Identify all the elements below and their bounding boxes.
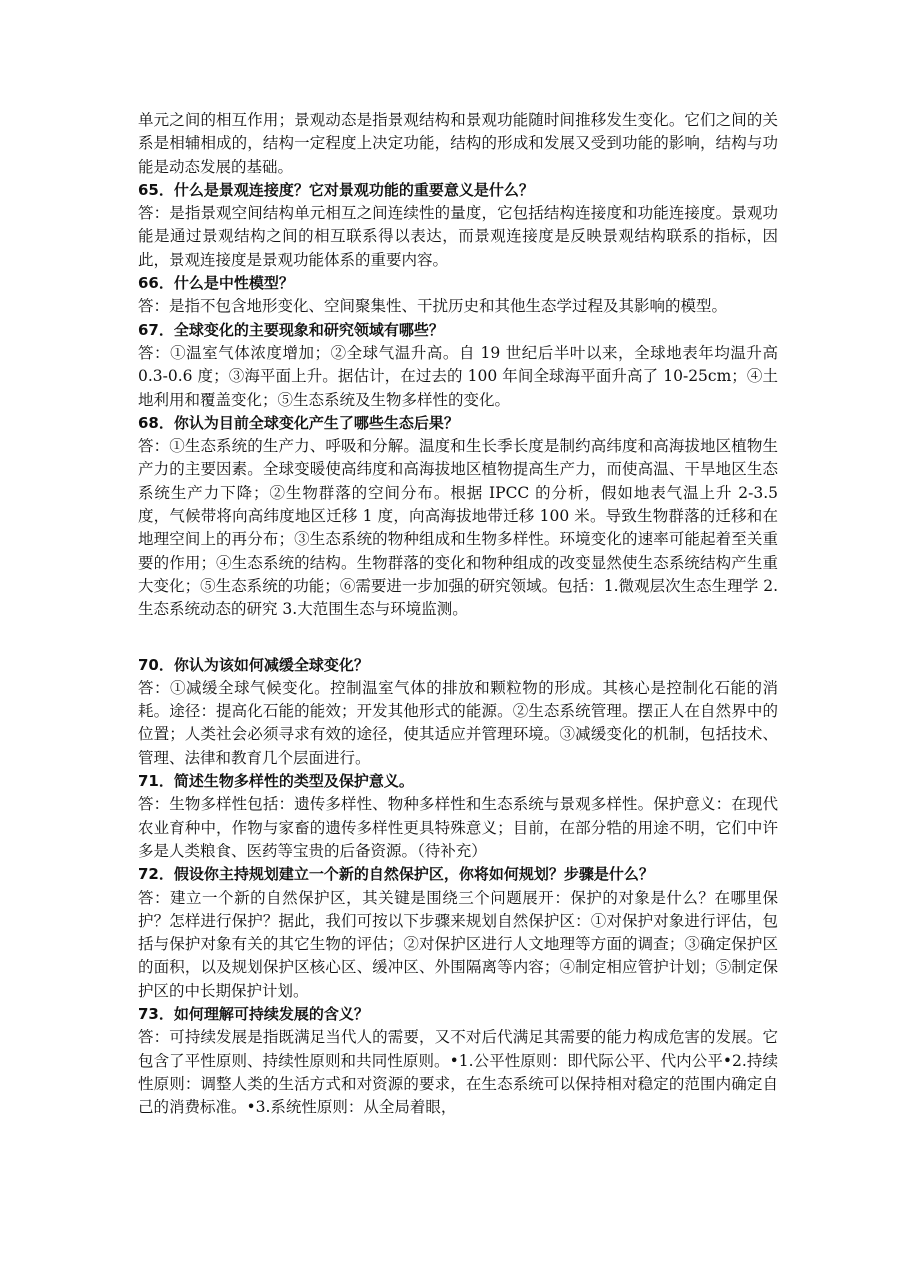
intro-paragraph: 单元之间的相互作用；景观动态是指景观结构和景观功能随时间推移发生变化。它们之间的关系是相辅相成的，结构一定程度上决定功能，结构的形成和发展又受到功能的影响，结构与功能是动态发展的基础。 <box>138 111 778 176</box>
answer-70: 答：①减缓全球气候变化。控制温室气体的排放和颗粒物的形成。其核心是控制化石能的消耗。途径：提高化石能的能效；开发其他形式的能源。②生态系统管理。摆正人在自然界中的位置；人类社会必须寻求有效的途径，使其适应并管理环境。③减缓变化的机制，包括技术、管理、法律和教育几个层面进行。 <box>138 678 778 767</box>
question-67: 67．全球变化的主要现象和研究领域有哪些？ <box>138 320 444 339</box>
question-72: 72．假设你主持规划建立一个新的自然保护区，你将如何规划？步骤是什么？ <box>138 865 654 884</box>
answer-67: 答：①温室气体浓度增加；②全球气温升高。自 19 世纪后半叶以来，全球地表年均温升高 0.3-0.6 度；③海平面上升。据估计，在过去的 100 年间全球海平面升高了 10-25cm；④土地利用和覆盖变化；⑤生态系统及生物多样性的变化。 <box>138 343 778 409</box>
question-70: 70．你认为该如何减缓全球变化？ <box>138 655 369 674</box>
question-68: 68．你认为目前全球变化产生了哪些生态后果？ <box>138 413 459 432</box>
answer-72: 答：建立一个新的自然保护区，其关键是围绕三个问题展开：保护的对象是什么？在哪里保护？怎样进行保护？据此，我们可按以下步骤来规划自然保护区：①对保护对象进行评估，包括与保护对象有关的其它生物的评估；②对保护区进行人文地理等方面的调查；③确定保护区的面积，以及规划保护区核心区、缓冲区、外围隔离等内容；④制定相应管护计划；⑤制定保护区的中长期保护计划。 <box>138 888 778 1000</box>
question-71: 71．简述生物多样性的类型及保护意义。 <box>138 772 414 791</box>
answer-73: 答：可持续发展是指既满足当代人的需要，又不对后代满足其需要的能力构成危害的发展。它包含了平性原则、持续性原则和共同性原则。•1.公平性原则：即代际公平、代内公平•2.持续性原则：调整人类的生活方式和对资源的要求，在生态系统可以保持相对稳定的范围内确定自己的消费标准。•3.系统性原则：从全局着眼， <box>138 1028 778 1117</box>
answer-71: 答：生物多样性包括：遗传多样性、物种多样性和生态系统与景观多样性。保护意义：在现代农业育种中，作物与家畜的遗传多样性更具特殊意义；目前，在部分牿的用途不明，它们中许多是人类粮食、医药等宝贵的后备资源。（待补充） <box>138 795 778 860</box>
answer-68: 答：①生态系统的生产力、呼吸和分解。温度和生长季长度是制约高纬度和高海拔地区植物生产力的主要因素。全球变暖使高纬度和高海拔地区植物提高生产力，而使高温、干旱地区生态系统生产力下降；②生物群落的空间分布。根据 IPCC 的分析，假如地表气温上升 2-3.5 度，气候带将向高纬度地区迁移 1 度，向高海拔地带迁移 100 米。导致生物群落的迁移和在地理空间上的再分布；③生态系统的物种组成和生物多样性。环境变化的速率可能起着至关重要的作用；④生态系统的结构。生物群落的变化和物种组成的改变显然使生态系统结构产生重大变化；⑤生态系统的功能；⑥需要进一步加强的研究领域。包括：1.微观层次生态生理学 2.生态系统动态的研究 3.大范围生态与环境监测。 <box>138 437 778 619</box>
document-page <box>138 109 778 1119</box>
question-66: 66．什么是中性模型？ <box>138 274 294 293</box>
answer-66: 答：是指不包含地形变化、空间聚集性、干扰历史和其他生态学过程及其影响的模型。 <box>138 297 728 316</box>
blank-gap <box>138 622 778 654</box>
question-73: 73．如何理解可持续发展的含义？ <box>138 1004 369 1023</box>
answer-65: 答：是指景观空间结构单元相互之间连续性的量度，它包括结构连接度和功能连接度。景观功能是通过景观结构之间的相互联系得以表达，而景观连接度是反映景观结构联系的指标，因此，景观连接度是景观功能体系的重要内容。 <box>138 204 778 269</box>
question-65: 65．什么是景观连接度？它对景观功能的重要意义是什么？ <box>138 180 534 199</box>
